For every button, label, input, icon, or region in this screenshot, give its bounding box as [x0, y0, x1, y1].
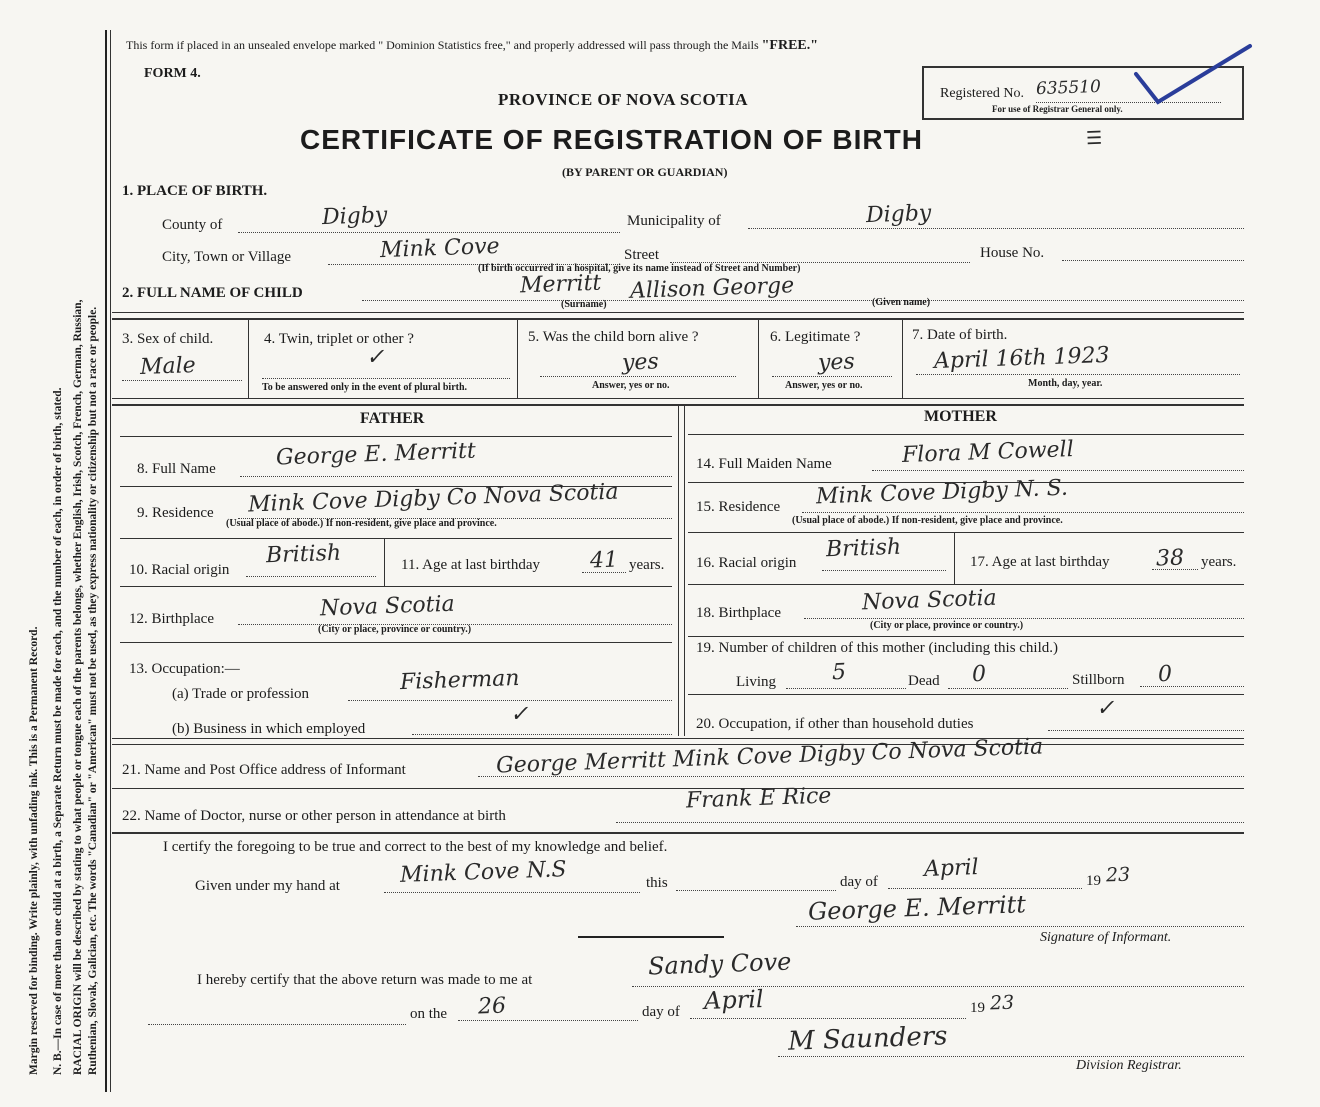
legitimate-label: 6. Legitimate ?	[770, 329, 861, 345]
margin-rule-inner	[110, 30, 111, 1092]
doctor-value: Frank E Rice	[685, 783, 832, 814]
mother-age-label: 17. Age at last birthday	[970, 554, 1110, 570]
municipality-label: Municipality of	[627, 213, 721, 229]
legitimate-value: yes	[817, 349, 856, 376]
mother-age-unit: years.	[1201, 554, 1237, 570]
father-age-value: 41	[589, 547, 619, 574]
father-birthplace-value: Nova Scotia	[319, 591, 456, 622]
form-number: FORM 4.	[144, 66, 201, 81]
subtitle: (BY PARENT OR GUARDIAN)	[562, 165, 728, 179]
father-business-value: ✓	[509, 701, 529, 728]
doctor-label: 22. Name of Doctor, nurse or other person in attendance at birth	[122, 808, 506, 824]
mother-residence-value: Mink Cove Digby N. S.	[815, 475, 1069, 510]
stillborn-value: 0	[1157, 661, 1173, 688]
mother-age-value: 38	[1155, 545, 1185, 572]
day-of-label: day of	[840, 874, 878, 890]
side-note-1: Margin reserved for binding. Write plainly, with unfading ink. This is a Permanent Record.	[28, 626, 40, 1075]
mother-residence-label: 15. Residence	[696, 499, 781, 515]
informant-signature: George E. Merritt	[807, 890, 1027, 926]
living-label: Living	[736, 674, 776, 690]
alive-label: 5. Was the child born alive ?	[528, 329, 699, 345]
certify-statement: I certify the foregoing to be true and correct to the best of my knowledge and belief.	[163, 839, 668, 855]
given-place: Mink Cove N.S	[399, 857, 567, 888]
father-racial-label: 10. Racial origin	[129, 562, 230, 578]
county-label: County of	[162, 217, 223, 233]
mother-racial-label: 16. Racial origin	[696, 555, 797, 571]
surname-caption: (Surname)	[561, 299, 607, 310]
this-label: this	[646, 875, 668, 891]
mother-occupation-label: 20. Occupation, if other than household duties	[696, 716, 974, 732]
children-label: 19. Number of children of this mother (including this child.)	[696, 640, 1059, 656]
given-year-prefix: 19	[1086, 873, 1101, 889]
father-age-unit: years.	[629, 557, 665, 573]
municipality-value: Digby	[865, 200, 932, 229]
county-value: Digby	[321, 202, 388, 231]
street-label: Street	[624, 247, 659, 263]
father-residence-value: Mink Cove Digby Co Nova Scotia	[247, 479, 619, 518]
twin-value: ✓	[365, 344, 385, 371]
on-the-label: on the	[410, 1006, 448, 1022]
child-surname: Merritt	[519, 270, 602, 299]
mother-name-label: 14. Full Maiden Name	[696, 456, 832, 472]
registrar-statement: I hereby certify that the above return was made to me at	[197, 972, 533, 988]
father-business-label: (b) Business in which employed	[172, 721, 366, 737]
mail-note: This form if placed in an unsealed envelope marked " Dominion Statistics free," and properly addressed will pass through the Mails "FREE."	[126, 38, 819, 53]
mother-heading: MOTHER	[924, 408, 997, 425]
twin-note: To be answered only in the event of plural birth.	[262, 382, 468, 393]
given-month: April	[923, 855, 979, 882]
child-given-name: Allison George	[629, 273, 795, 304]
father-birthplace-label: 12. Birthplace	[129, 611, 214, 627]
father-residence-label: 9. Residence	[137, 505, 214, 521]
registered-number: 635510	[1035, 76, 1102, 100]
reg-year-prefix: 19	[970, 1000, 985, 1016]
side-note-2: N. B.—In case of more than one child at a birth, a Separate Return must be made for each, and the number of each, in order of birth, stated.	[52, 387, 64, 1075]
living-value: 5	[831, 659, 847, 686]
child-name-label: 2. FULL NAME OF CHILD	[122, 285, 303, 301]
father-racial-value: British	[265, 540, 342, 569]
city-value: Mink Cove	[379, 233, 500, 264]
informant-value: George Merritt Mink Cove Digby Co Nova Scotia	[495, 734, 1044, 779]
signature-caption: Signature of Informant.	[1040, 930, 1172, 945]
registrar-place: Sandy Cove	[647, 947, 792, 981]
father-heading: FATHER	[360, 410, 425, 427]
father-name-label: 8. Full Name	[137, 461, 216, 477]
registration-month: April	[703, 984, 765, 1016]
province-heading: PROVINCE OF NOVA SCOTIA	[498, 90, 749, 109]
dob-note: Month, day, year.	[1028, 378, 1103, 389]
registrar-note: For use of Registrar General only.	[992, 104, 1123, 114]
stillborn-label: Stillborn	[1072, 672, 1125, 688]
mother-birthplace-value: Nova Scotia	[861, 585, 998, 616]
dob-value: April 16th 1923	[933, 342, 1110, 375]
alive-value: yes	[621, 349, 660, 376]
given-label: Given under my hand at	[195, 878, 340, 894]
stamp-mark: ☰	[1085, 127, 1103, 150]
alive-note: Answer, yes or no.	[592, 380, 670, 391]
given-caption: (Given name)	[872, 297, 931, 308]
father-trade-value: Fisherman	[399, 665, 520, 696]
side-note-3: RACIAL ORIGIN will be described by stating to what people or tongue each of the parents belongs, whether English, Irish, Scotch, French, German, Russian,	[72, 299, 84, 1075]
check-mark	[1130, 40, 1260, 110]
page-title: CERTIFICATE OF REGISTRATION OF BIRTH	[300, 124, 923, 155]
father-name-value: George E. Merritt	[275, 438, 477, 471]
place-heading: 1. PLACE OF BIRTH.	[122, 183, 268, 199]
side-note-4: Ruthenian, Slovak, Galician, etc. The words "Canadian" or "American" must not be used, as they express nationality or citizenship but not a race or people.	[87, 306, 99, 1075]
registration-year: 23	[989, 991, 1015, 1015]
father-trade-label: (a) Trade or profession	[172, 686, 310, 702]
registration-day: 26	[477, 993, 507, 1020]
mother-occupation-value: ✓	[1095, 695, 1115, 722]
reg-day-of-label: day of	[642, 1004, 680, 1020]
informant-label: 21. Name and Post Office address of Informant	[122, 762, 406, 778]
father-birthplace-note: (City or place, province or country.)	[318, 624, 472, 635]
given-year: 23	[1105, 863, 1131, 887]
dob-label: 7. Date of birth.	[912, 327, 1008, 343]
father-age-label: 11. Age at last birthday	[401, 557, 540, 573]
house-label: House No.	[980, 245, 1045, 261]
registrar-caption: Division Registrar.	[1076, 1058, 1182, 1073]
dead-label: Dead	[908, 673, 940, 689]
mother-name-value: Flora M Cowell	[901, 437, 1075, 468]
sex-label: 3. Sex of child.	[122, 331, 214, 347]
hospital-note: (If birth occurred in a hospital, give its name instead of Street and Number)	[478, 263, 801, 274]
city-label: City, Town or Village	[162, 249, 292, 265]
father-occupation-label: 13. Occupation:—	[129, 661, 240, 677]
mother-birthplace-note: (City or place, province or country.)	[870, 620, 1024, 631]
registered-label: Registered No.	[940, 86, 1024, 101]
mother-birthplace-label: 18. Birthplace	[696, 605, 781, 621]
father-residence-note: (Usual place of abode.) If non-resident, give place and province.	[226, 518, 497, 529]
mother-residence-note: (Usual place of abode.) If non-resident, give place and province.	[792, 515, 1063, 526]
sex-value: Male	[139, 353, 197, 380]
mother-racial-value: British	[825, 534, 902, 563]
dead-value: 0	[971, 661, 987, 688]
registrar-signature: M Saunders	[787, 1021, 948, 1057]
margin-rule	[105, 30, 107, 1092]
legitimate-note: Answer, yes or no.	[785, 380, 863, 391]
twin-label: 4. Twin, triplet or other ?	[264, 331, 414, 347]
